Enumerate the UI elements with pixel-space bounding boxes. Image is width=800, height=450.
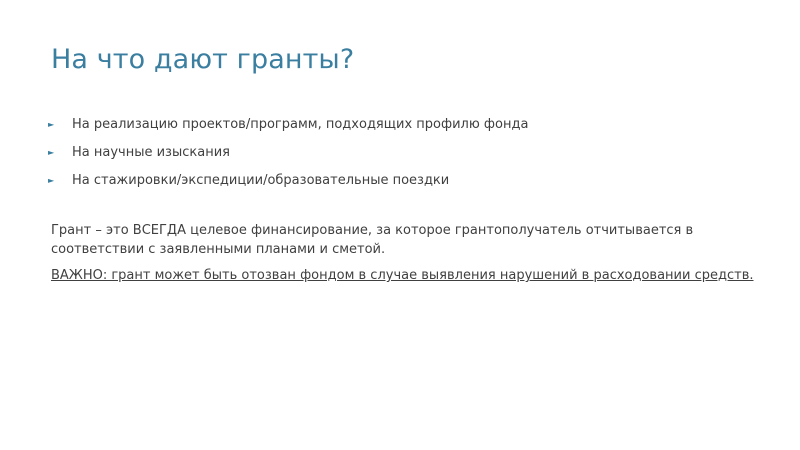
bullet-text: На реализацию проектов/программ, подходящих профилю фонда [72, 117, 529, 132]
bullet-text: На научные изыскания [72, 145, 230, 160]
bullet-list [48, 116, 528, 200]
bullet-arrow-icon: ► [48, 148, 55, 157]
bullet-arrow-icon: ► [48, 120, 55, 129]
bullet-arrow-icon: ► [48, 176, 55, 185]
bullet-item [48, 116, 528, 133]
bullet-item [48, 172, 528, 189]
important-warning: ВАЖНО: грант может быть отозван фондом в случае выявления нарушений в расходовании средств. [51, 268, 754, 283]
grant-definition-paragraph: Грант – это ВСЕГДА целевое финансирование, за которое грантополучатель отчитывается в соответствии с заявленными планами и сметой. [51, 223, 694, 257]
slide-title: На что дают гранты? [51, 44, 355, 75]
bullet-text: На стажировки/экспедиции/образовательные поездки [72, 173, 450, 188]
bullet-item [48, 144, 528, 161]
